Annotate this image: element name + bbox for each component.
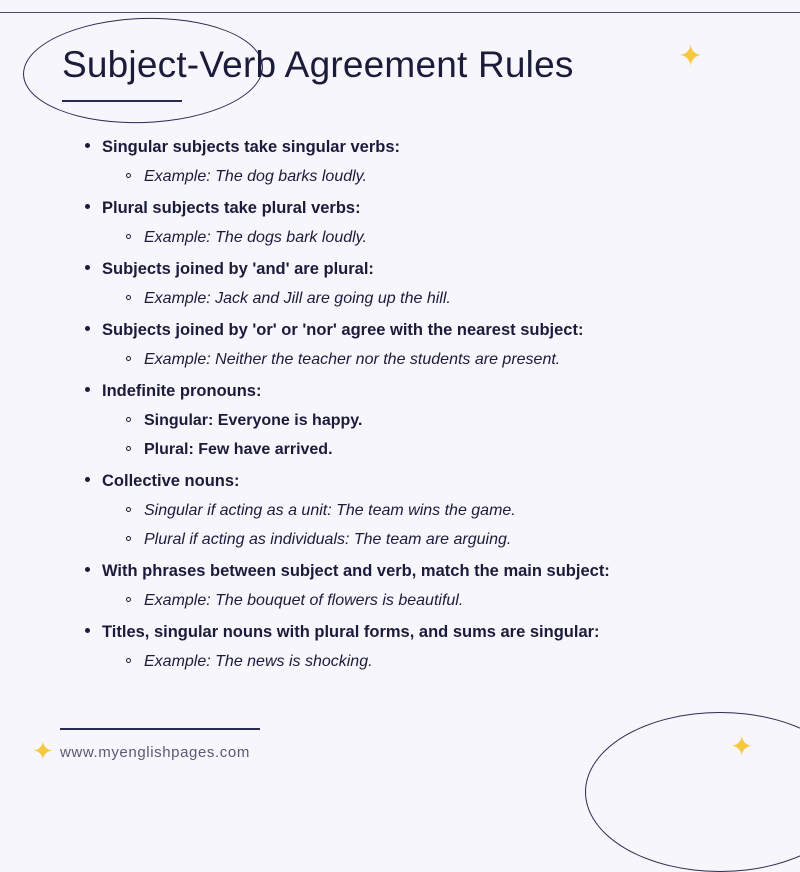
example-text: Plural if acting as individuals: The team are arguing.: [144, 531, 512, 548]
bullet-icon: [85, 204, 90, 209]
example-text: Example: Jack and Jill are going up the hill.: [144, 290, 451, 307]
page-title: Subject-Verb Agreement Rules: [62, 44, 574, 85]
footer-divider: [60, 728, 260, 730]
list-item: [60, 315, 780, 374]
example-text: Example: The dog barks loudly.: [144, 168, 367, 185]
list-item: [102, 435, 780, 464]
hollow-bullet-icon: [126, 446, 131, 451]
list-item: [102, 496, 780, 525]
bullet-icon: [85, 477, 90, 482]
top-divider: [0, 12, 800, 13]
list-item: [102, 162, 780, 191]
sparkle-icon: ✦: [32, 736, 54, 766]
footer-website: www.myenglishpages.com: [60, 744, 250, 761]
hollow-bullet-icon: [126, 356, 131, 361]
corner-circle-decoration: [585, 712, 800, 872]
sub-list: [102, 647, 780, 676]
rule-text: Titles, singular nouns with plural forms, and sums are singular:: [102, 623, 600, 641]
sub-list: [102, 586, 780, 615]
sub-list: [102, 345, 780, 374]
list-item: [60, 617, 780, 676]
list-item: [102, 586, 780, 615]
example-text: Example: The dogs bark loudly.: [144, 229, 367, 246]
hollow-bullet-icon: [126, 597, 131, 602]
bullet-icon: [85, 265, 90, 270]
list-item: [102, 284, 780, 313]
hollow-bullet-icon: [126, 507, 131, 512]
list-item: [102, 525, 780, 554]
list-item: [60, 466, 780, 554]
bullet-icon: [85, 628, 90, 633]
title-underline: [62, 100, 182, 102]
list-item: [60, 376, 780, 464]
hollow-bullet-icon: [126, 295, 131, 300]
example-text: Example: The bouquet of flowers is beautiful.: [144, 592, 464, 609]
rule-text: Collective nouns:: [102, 472, 240, 490]
example-text: Singular: Everyone is happy.: [144, 412, 363, 429]
rule-text: Singular subjects take singular verbs:: [102, 138, 401, 156]
list-item: [102, 345, 780, 374]
example-text: Example: Neither the teacher nor the students are present.: [144, 351, 561, 368]
hollow-bullet-icon: [126, 658, 131, 663]
sub-list: [102, 406, 780, 464]
list-item: [60, 254, 780, 313]
bullet-icon: [85, 326, 90, 331]
list-item: [60, 556, 780, 615]
rule-text: Subjects joined by 'and' are plural:: [102, 260, 374, 278]
sparkle-icon: ✦: [730, 731, 754, 762]
hollow-bullet-icon: [126, 536, 131, 541]
list-item: [60, 132, 780, 191]
hollow-bullet-icon: [126, 417, 131, 422]
list-item: [102, 647, 780, 676]
list-item: [60, 193, 780, 252]
rule-text: Indefinite pronouns:: [102, 382, 262, 400]
example-text: Singular if acting as a unit: The team wins the game.: [144, 502, 516, 519]
bullet-icon: [85, 387, 90, 392]
sparkle-icon: ✦: [678, 40, 704, 73]
sub-list: [102, 496, 780, 554]
example-text: Plural: Few have arrived.: [144, 441, 333, 458]
example-text: Example: The news is shocking.: [144, 653, 373, 670]
hollow-bullet-icon: [126, 173, 131, 178]
hollow-bullet-icon: [126, 234, 131, 239]
sub-list: [102, 223, 780, 252]
rule-text: Plural subjects take plural verbs:: [102, 199, 361, 217]
bullet-icon: [85, 143, 90, 148]
bullet-icon: [85, 567, 90, 572]
sub-list: [102, 284, 780, 313]
rule-text: Subjects joined by 'or' or 'nor' agree with the nearest subject:: [102, 321, 584, 339]
rules-content: [60, 132, 780, 678]
rule-text: With phrases between subject and verb, match the main subject:: [102, 562, 610, 580]
list-item: [102, 223, 780, 252]
list-item: [102, 406, 780, 435]
sub-list: [102, 162, 780, 191]
rules-list: [60, 132, 780, 676]
